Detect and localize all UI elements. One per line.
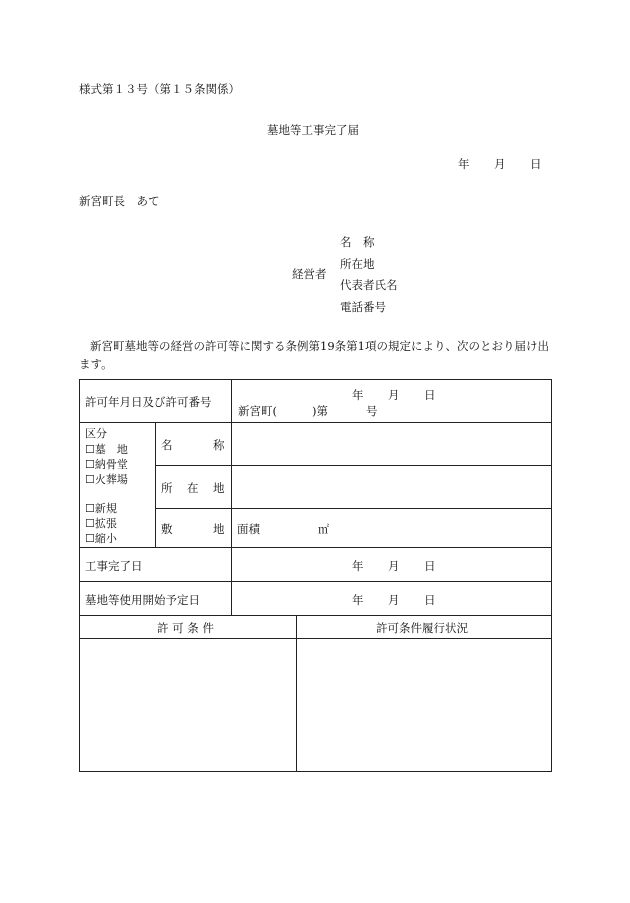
location-label-b: 在 (187, 481, 199, 495)
row-divider (80, 422, 551, 423)
completion-month: 月 (388, 559, 400, 573)
name-label-a: 名 (161, 438, 173, 452)
row-divider (155, 465, 551, 466)
form-number: 様式第１３号（第１５条関係） (79, 82, 240, 96)
applicant-role: 経営者 (292, 267, 327, 281)
permit-year: 年 (352, 388, 364, 402)
site-label-a: 敷 (161, 522, 173, 536)
scope-reduce-checkbox[interactable]: ☐縮小 (85, 532, 117, 545)
applicant-phone-label: 電話番号 (340, 300, 386, 314)
body-text-line2: ます。 (79, 357, 113, 371)
row-divider (80, 615, 551, 616)
permit-label: 許可年月日及び許可番号 (85, 395, 212, 409)
site-label-b: 地 (213, 522, 225, 536)
applicant-representative-label: 代表者氏名 (340, 278, 398, 292)
permit-number-suffix: 号 (366, 404, 378, 418)
start-label: 墓地等使用開始予定日 (85, 593, 200, 607)
location-label-c: 地 (213, 481, 225, 495)
category-title: 区分 (85, 427, 107, 440)
row-divider (155, 508, 551, 509)
permit-number-close: )第 (312, 404, 328, 418)
start-month: 月 (388, 593, 400, 607)
name-label-b: 称 (213, 438, 225, 452)
date-day: 日 (530, 157, 542, 171)
completion-year: 年 (352, 559, 364, 573)
body-text-line1: 新宮町墓地等の経営の許可等に関する条例第19条第1項の規定により、次のとおり届け出 (90, 339, 549, 353)
location-label-a: 所 (161, 481, 173, 495)
document-title: 墓地等工事完了届 (267, 123, 359, 137)
column-divider (155, 422, 156, 547)
conditions-entry-area[interactable] (80, 638, 295, 770)
addressee: 新宮町長 あて (79, 194, 160, 208)
completion-label: 工事完了日 (85, 559, 143, 573)
permit-month: 月 (388, 388, 400, 402)
permit-number-town: 新宮町( (238, 404, 277, 418)
date-month: 月 (494, 157, 506, 171)
completion-day: 日 (424, 559, 436, 573)
category-crematorium-checkbox[interactable]: ☐火葬場 (85, 473, 128, 486)
conditions-header: 許 可 条 件 (157, 621, 214, 635)
applicant-name-label: 名 称 (340, 235, 375, 249)
start-year: 年 (352, 593, 364, 607)
row-divider (80, 581, 551, 582)
area-label: 面積 (237, 522, 260, 536)
row-divider (80, 547, 551, 548)
date-year: 年 (458, 157, 470, 171)
scope-expand-checkbox[interactable]: ☐拡張 (85, 517, 117, 530)
applicant-address-label: 所在地 (340, 257, 375, 271)
category-ossuary-checkbox[interactable]: ☐納骨堂 (85, 458, 128, 471)
column-divider (231, 380, 232, 615)
area-unit: ㎡ (318, 523, 329, 536)
scope-new-checkbox[interactable]: ☐新規 (85, 502, 117, 515)
conditions-status-entry-area[interactable] (297, 638, 551, 770)
start-day: 日 (424, 593, 436, 607)
permit-day: 日 (424, 388, 436, 402)
conditions-status-header: 許可条件履行状況 (376, 621, 468, 635)
category-cemetery-checkbox[interactable]: ☐墓 地 (85, 443, 128, 456)
